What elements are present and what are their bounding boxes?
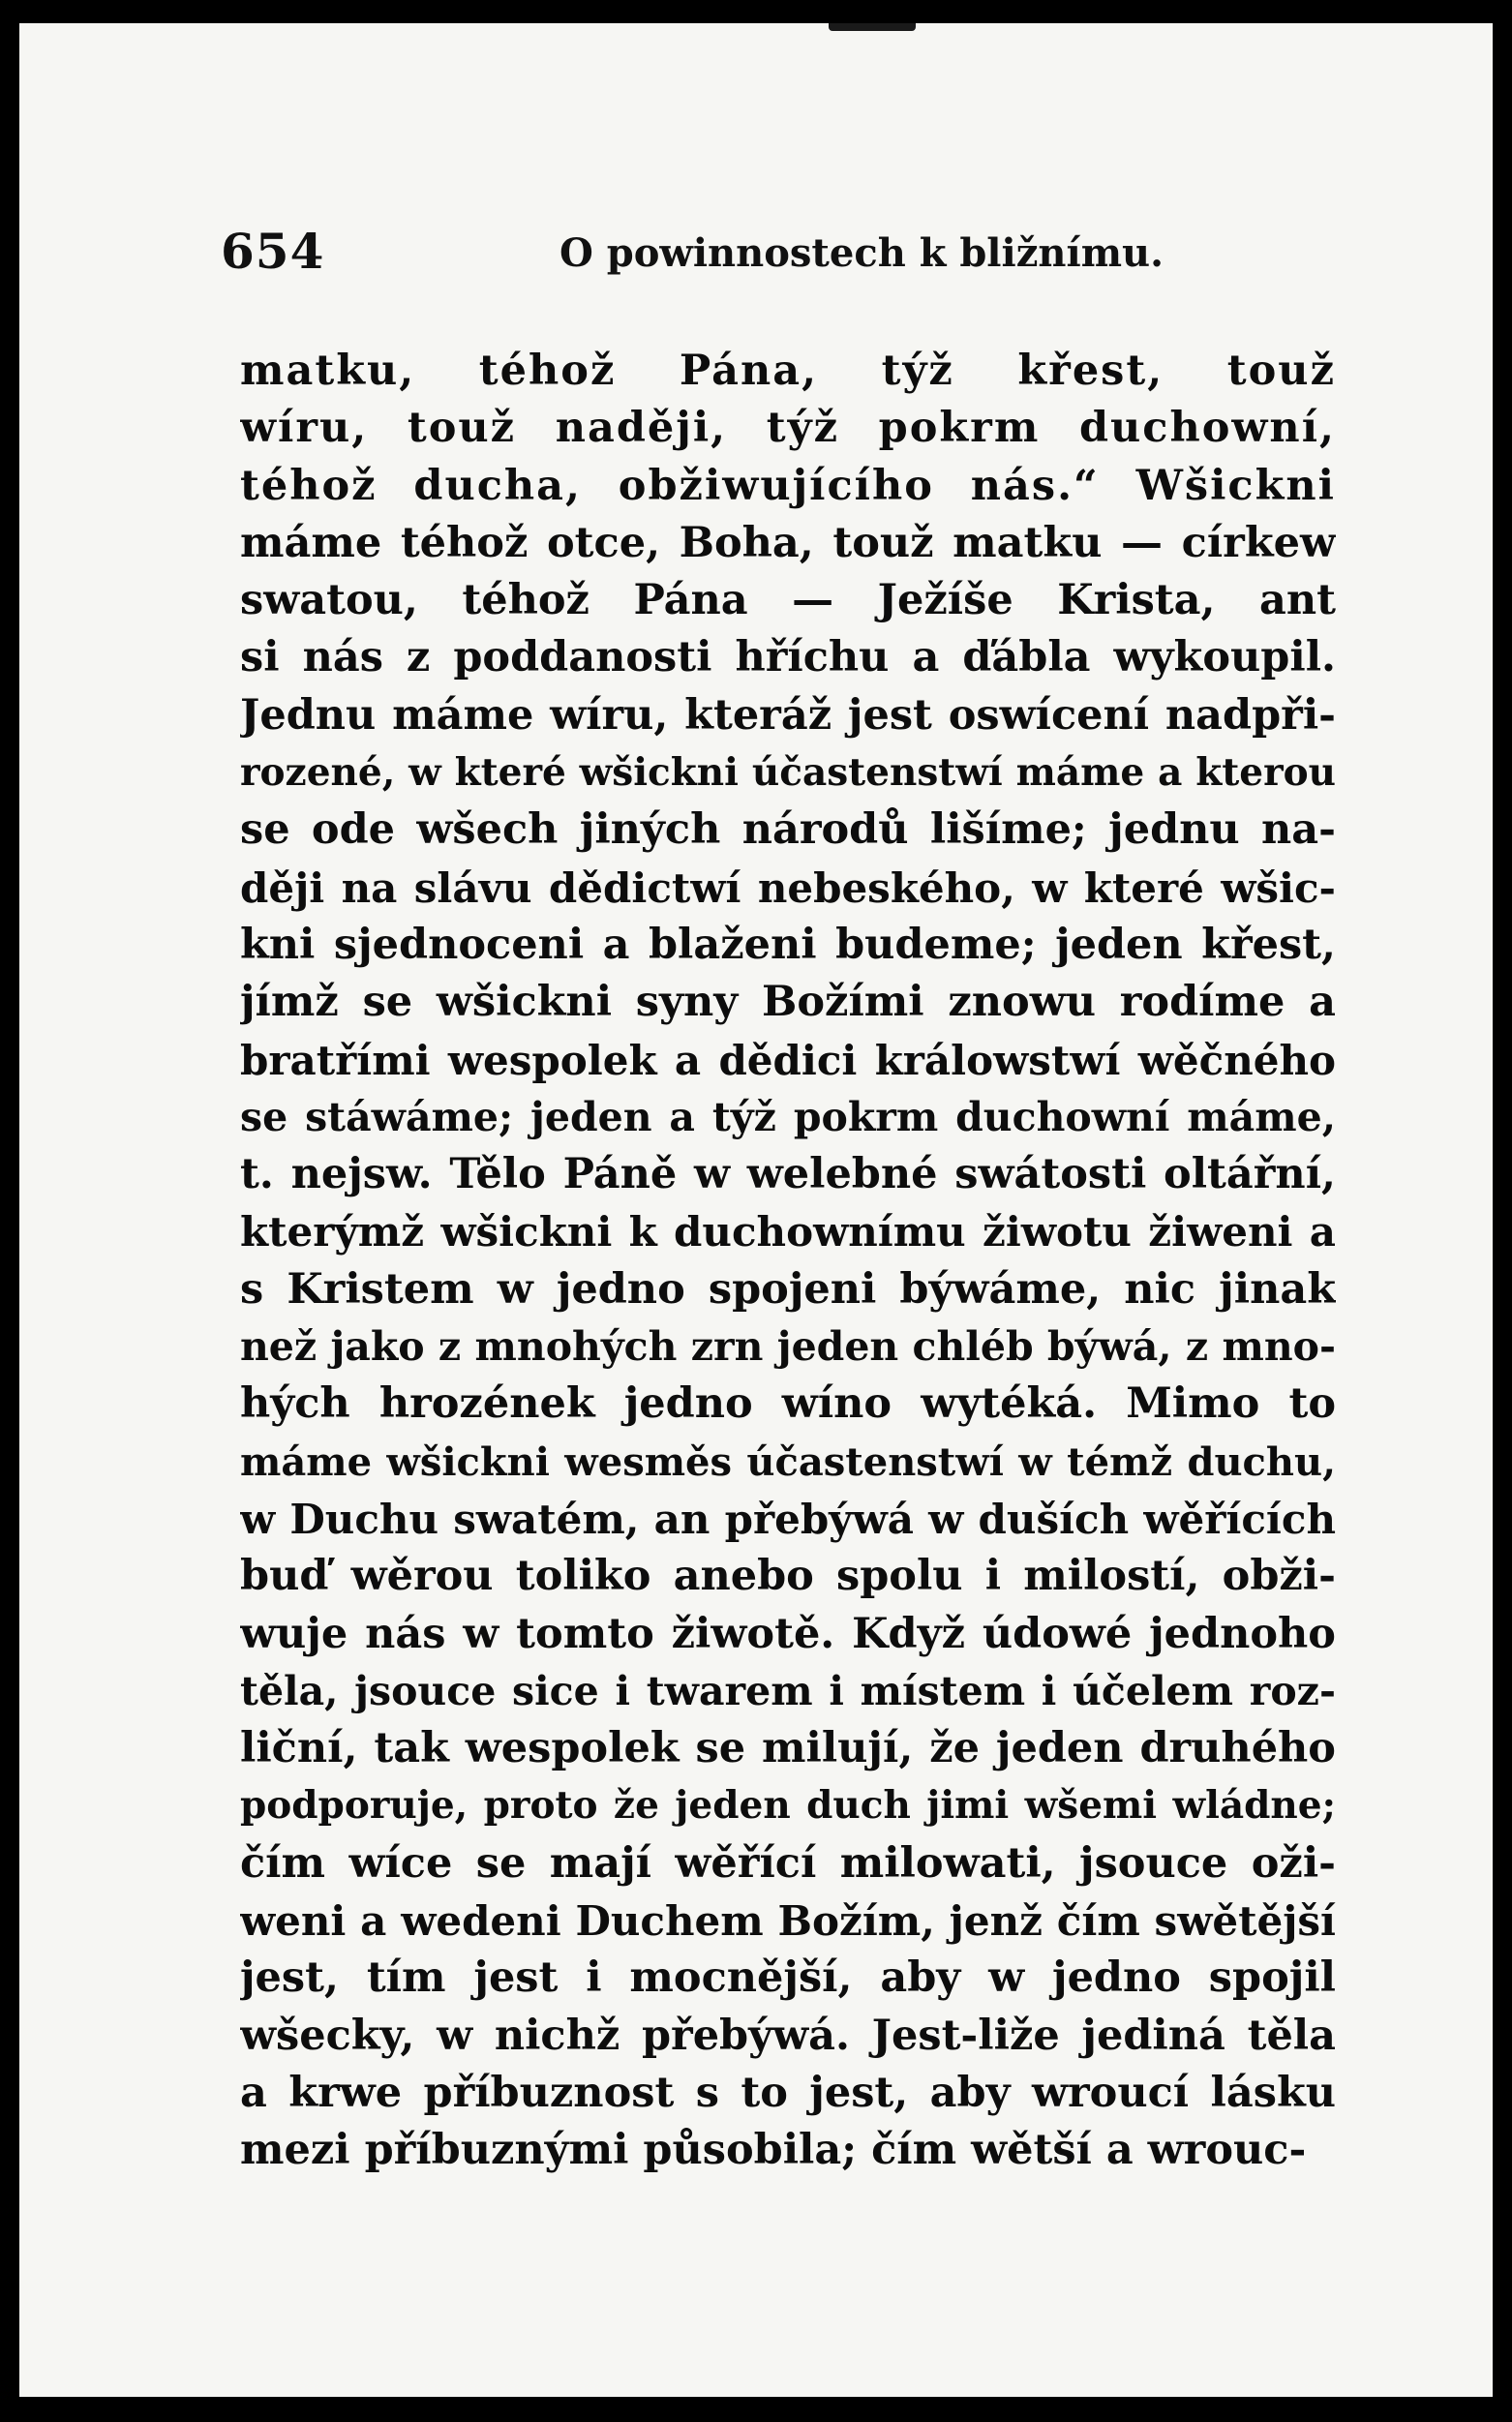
text-line: čím wíce se mají wěřící milowati, jsouce oži- (240, 1838, 1336, 1888)
text-line: ději na slávu dědictwí nebeského, w které wšic- (240, 863, 1336, 912)
text-line: mezi příbuznými působila; čím wětší a wrouc- (240, 2126, 1307, 2175)
page-header (221, 223, 1334, 290)
text-line: swatou, téhož Pána — Ježíše Krista, ant (240, 576, 1336, 625)
text-line: wšecky, w nichž přebýwá. Jest-liže jediná těla (240, 2011, 1336, 2060)
running-title: O powinnostech k bližnímu. (559, 230, 1164, 276)
text-line: wíru, touž naději, týž pokrm duchowní, (240, 404, 1336, 453)
body-text (240, 343, 1336, 2180)
text-line: Jednu máme wíru, kteráž jest oswícení nadpři- (240, 690, 1336, 740)
text-line: podporuje, proto že jeden duch jimi wšemi wládne; (240, 1783, 1336, 1829)
text-line: bratřími wespolek a dědici králowstwí wěčného (240, 1036, 1336, 1084)
text-line: rozené, w které wšickni účastenstwí máme a kterou (240, 750, 1336, 796)
text-line: se stáwáme; jeden a týž pokrm duchowní máme, (240, 1093, 1336, 1140)
text-line: jest, tím jest i mocnější, aby w jedno spojil (240, 1953, 1336, 2003)
text-line: si nás z poddanosti hříchu a ďábla wykoupil. (240, 633, 1336, 682)
page-edge-mark (829, 23, 916, 31)
text-line: kterýmž wšickni k duchownímu žiwotu žiweni a (240, 1208, 1336, 1256)
text-line: a krwe příbuznost s to jest, aby wroucí lásku (240, 2068, 1336, 2117)
text-line: liční, tak wespolek se milují, že jeden druhého (240, 1724, 1336, 1773)
text-line: se ode wšech jiných národů lišíme; jednu na- (240, 805, 1336, 855)
text-line: t. nejsw. Tělo Páně w welebné swátosti oltářní, (240, 1150, 1336, 1199)
text-line: s Kristem w jedno spojeni býwáme, nic jinak (240, 1264, 1336, 1314)
book-page (19, 23, 1493, 2397)
text-line: než jako z mnohých zrn jeden chléb býwá, z mno- (240, 1323, 1336, 1371)
text-line: kni sjednoceni a blaženi budeme; jeden křest, (240, 920, 1336, 969)
text-line: máme wšickni wesměs účastenstwí w témž duchu, (240, 1438, 1336, 1485)
text-line: téhož ducha, obžiwujícího nás.“ Wšickni (240, 461, 1336, 510)
text-line: wuje nás w tomto žiwotě. Když údowé jednoho (240, 1609, 1336, 1658)
text-line: máme téhož otce, Boha, touž matku — církew (240, 518, 1336, 567)
text-line: weni a wedeni Duchem Božím, jenž čím swětější (240, 1897, 1336, 1946)
text-line: hých hrozének jedno wíno wytéká. Mimo to (240, 1379, 1336, 1429)
page-number: 654 (221, 223, 325, 280)
text-line: jímž se wšickni syny Božími znowu rodíme a (240, 978, 1336, 1027)
text-line: buď wěrou toliko anebo spolu i milostí, obži- (240, 1552, 1336, 1601)
text-line: těla, jsouce sice i twarem i místem i účelem roz- (240, 1667, 1336, 1714)
text-line: matku, téhož Pána, týž křest, touž (240, 347, 1336, 395)
text-line: w Duchu swatém, an přebýwá w duších wěřících (240, 1495, 1336, 1543)
